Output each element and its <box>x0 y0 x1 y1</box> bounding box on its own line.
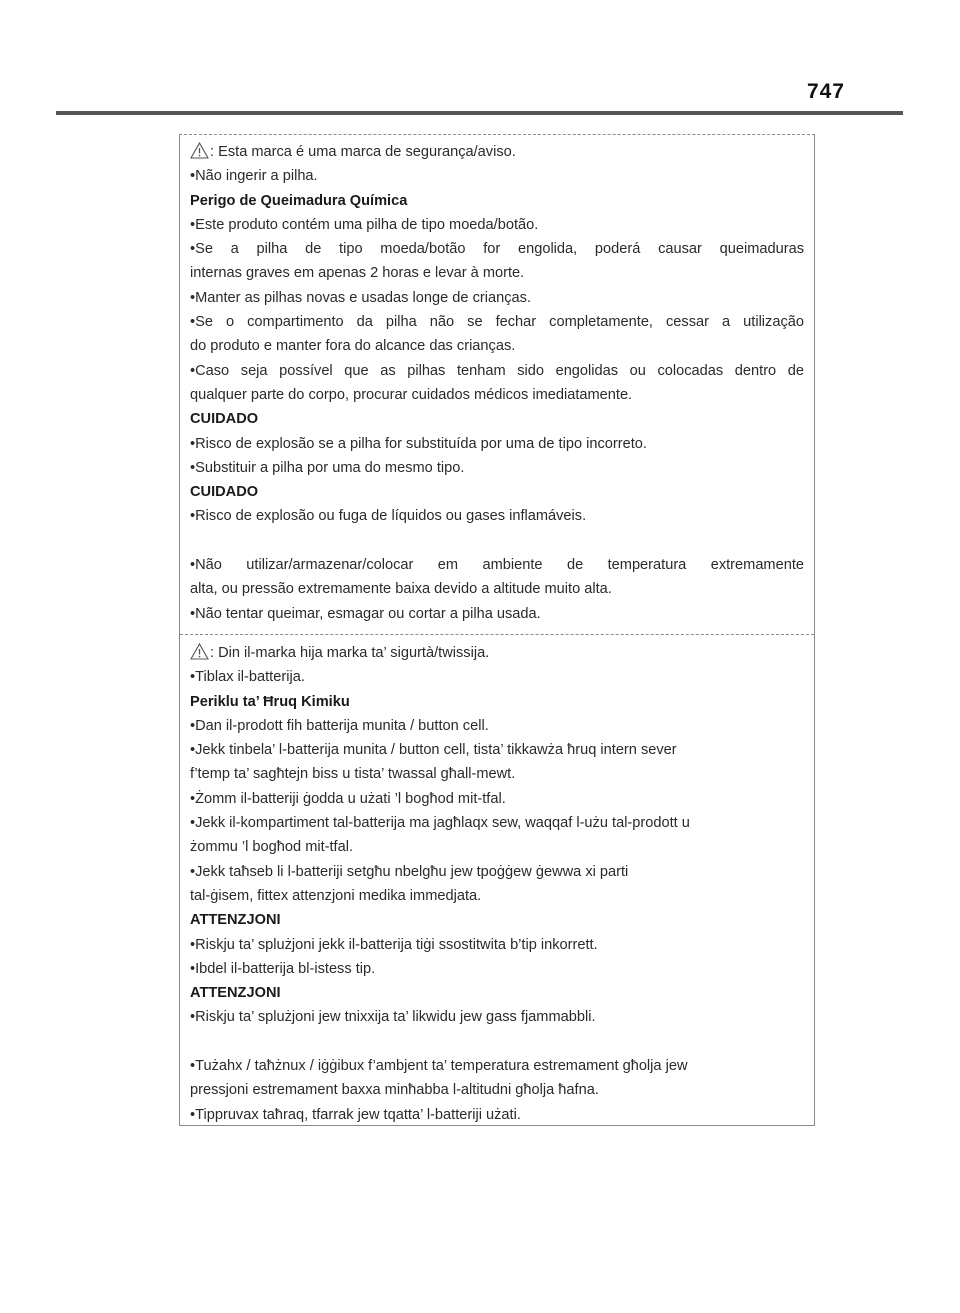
text-line: •Se o compartimento da pilha não se fechar completamente, cessar a utilização <box>190 314 804 331</box>
text-line: tal-ġisem, fittex attenzjoni medika immedjata. <box>190 887 482 904</box>
header-rule <box>56 111 903 115</box>
section-heading: CUIDADO <box>190 411 259 428</box>
text-line: •Substituir a pilha por uma do mesmo tipo. <box>190 459 465 476</box>
section-heading: ATTENZJONI <box>190 985 281 1002</box>
text-line: •Não tentar queimar, esmagar ou cortar a pilha usada. <box>190 605 541 622</box>
text-line: •Riskju ta’ splużjoni jew tnixxija ta’ likwidu jew gass fjammabbli. <box>190 1009 596 1026</box>
blank-line <box>190 1030 804 1054</box>
text-line: żommu ’l bogħod mit-tfal. <box>190 839 354 856</box>
text-line: •Manter as pilhas novas e usadas longe de crianças. <box>190 289 531 306</box>
text-line: •Caso seja possível que as pilhas tenham sido engolidas ou colocadas dentro de <box>190 362 804 379</box>
text-line: •Tiblax il-batterija. <box>190 669 305 686</box>
text-line: •Não utilizar/armazenar/colocar em ambiente de temperatura extremamente <box>190 557 804 574</box>
text-line: •Não ingerir a pilha. <box>190 168 318 185</box>
section-heading: ATTENZJONI <box>190 912 281 929</box>
battery-safety-notice <box>179 134 815 1126</box>
portuguese-lines <box>190 164 804 626</box>
warning-intro-text: : Din il-marka hija marka ta’ sigurtà/twissija. <box>210 645 490 661</box>
text-line: •Jekk taħseb li l-batteriji setgħu nbelgħu jew tpoġġew ġewwa xi parti <box>190 863 629 880</box>
warning-intro-line <box>190 641 804 665</box>
text-line: •Este produto contém uma pilha de tipo moeda/botão. <box>190 216 539 233</box>
text-line: •Se a pilha de tipo moeda/botão for engolida, poderá causar queimaduras <box>190 241 804 258</box>
text-line: •Risco de explosão se a pilha for substituída por uma de tipo incorreto. <box>190 435 647 452</box>
text-line: •Dan il-prodott fih batterija munita / button cell. <box>190 717 489 734</box>
text-line: do produto e manter fora do alcance das crianças. <box>190 338 516 355</box>
text-line: •Tużahx / taħżnux / iġġibux f’ambjent ta’ temperatura estremament għolja jew <box>190 1058 688 1075</box>
maltese-lines <box>190 665 804 1127</box>
text-line: alta, ou pressão extremamente baixa devido a altitude muito alta. <box>190 581 612 598</box>
section-heading: Periklu ta’ Ħruq Kimiku <box>190 693 350 710</box>
warning-triangle-icon <box>190 142 209 159</box>
text-line: •Tippruvax taħraq, tfarrak jew tqatta’ l-batteriji użati. <box>190 1106 521 1123</box>
text-line: f’temp ta’ sagħtejn biss u tista’ twassal għall-mewt. <box>190 766 516 783</box>
text-line: pressjoni estremament baxxa minħabba l-altitudni għolja ħafna. <box>190 1082 599 1099</box>
warning-intro-text: : Esta marca é uma marca de segurança/aviso. <box>210 144 516 160</box>
section-heading: Perigo de Queimadura Química <box>190 192 408 209</box>
section-heading: CUIDADO <box>190 484 259 501</box>
portuguese-section <box>180 140 814 626</box>
page-number: 747 <box>806 80 845 103</box>
warning-intro-line <box>190 140 804 164</box>
text-line: •Żomm il-batteriji ġodda u użati ’l bogħod mit-tfal. <box>190 790 506 807</box>
blank-line <box>190 529 804 553</box>
section-divider <box>180 634 814 635</box>
text-line: qualquer parte do corpo, procurar cuidados médicos imediatamente. <box>190 386 633 403</box>
text-line: internas graves em apenas 2 horas e levar à morte. <box>190 265 525 282</box>
maltese-section <box>180 641 814 1127</box>
text-line: •Riskju ta’ splużjoni jekk il-batterija tiġi ssostitwita b’tip inkorrett. <box>190 936 598 953</box>
text-line: •Jekk il-kompartiment tal-batterija ma jagħlaqx sew, waqqaf l-użu tal-prodott u <box>190 815 690 832</box>
text-line: •Jekk tinbela’ l-batterija munita / button cell, tista’ tikkawża ħruq intern sever <box>190 742 677 759</box>
warning-triangle-icon <box>190 643 209 660</box>
text-line: •Risco de explosão ou fuga de líquidos ou gases inflamáveis. <box>190 508 587 525</box>
text-line: •Ibdel il-batterija bl-istess tip. <box>190 960 376 977</box>
